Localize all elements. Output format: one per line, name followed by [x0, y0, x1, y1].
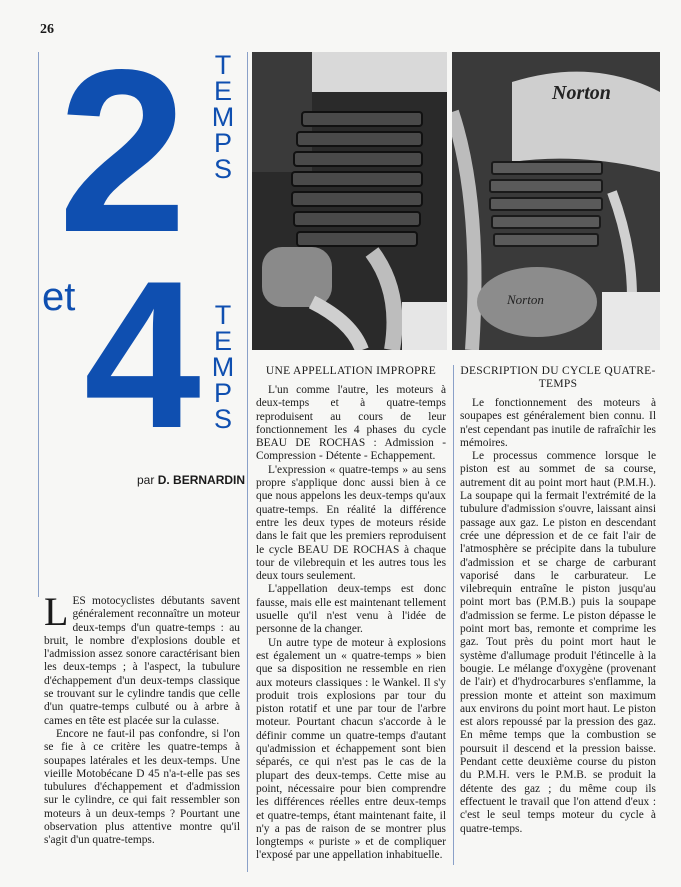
letter: P	[213, 378, 232, 408]
title-temps-lower	[208, 302, 238, 432]
title-connector: et	[42, 275, 76, 319]
intro-column	[44, 589, 240, 848]
section-appellation	[256, 365, 446, 863]
letter: E	[213, 76, 232, 106]
norton-case-text: Norton	[507, 292, 544, 307]
title-numeral-four: 4	[84, 237, 201, 472]
letter: P	[213, 128, 232, 158]
section-heading: UNE APPELLATION IMPROPRE	[265, 365, 437, 377]
paragraph: Un autre type de moteur à explosions est également un « quatre-temps » bien que sa disposition ne ressemble en rien aux moteurs classiques : le Wankel. Il s'y produit trois explosions par tour du piston rotatif et une par tour de l'arbre moteur. Pourtant chacun s'accorde à le définir comme un quatre-temps d'autant qu'admission et échappement sont bien séparés, ce qui n'est pas le cas de la plupart des deux-temps. Cette mise au point, nécessaire pour bien comprendre les différences réelles entre deux-temps et quatre-temps, étant maintenant faite, il n'y a pas de raison de se montrer plus longtemps « puriste » et de compliquer l'exposé par une appellation inhabituelle.	[256, 636, 446, 862]
byline	[137, 473, 245, 487]
letter: E	[213, 326, 232, 356]
letter: M	[211, 352, 235, 382]
title-temps-upper	[208, 52, 238, 182]
section-description	[460, 365, 656, 836]
left-margin-rule	[38, 52, 39, 597]
letter: T	[214, 300, 232, 330]
intro-text-1: ES motocyclistes débutants savent généralement reconnaître un moteur deux-temps d'un quatre-temps : au bruit, le nombre d'explosions double et l'admission assez sonore caractérisant bien les deux-temps ; à l'aspect, la tubulure d'échappement d'un deux-temps classique se trouvant sur le cylindre tandis que celle d'un quatre-temps culbuté ou à arbre à cames en tête est placée sur la culasse.	[44, 595, 240, 727]
intro-paragraph-1	[44, 589, 240, 728]
title-numeral-two: 2	[58, 22, 184, 281]
section-heading: DESCRIPTION DU CYCLE QUATRE-TEMPS	[460, 365, 656, 390]
letter: M	[211, 102, 235, 132]
paragraph: L'expression « quatre-temps » au sens propre s'applique donc aussi bien à ce que nous appelons les deux-temps qu'aux quatre-temps. En réalité la différence entre les deux types de moteurs réside dans le fait que les premiers reproduisent le cycle BEAU DE ROCHAS à chaque tour de vilebrequin et les autres tous les deux tours seulement.	[256, 463, 446, 583]
norton-logo-text: Norton	[552, 82, 611, 104]
drop-cap: L	[44, 589, 69, 634]
norton-engine-photo	[452, 52, 660, 350]
engine-cylinder-illustration	[252, 52, 447, 350]
paragraph: L'appellation deux-temps est donc fausse, mais elle est maintenant tellement usuelle qu'il n'est venu à l'idée de personne de la changer.	[256, 583, 446, 636]
column-rule-1	[247, 52, 248, 872]
author-name: D. BERNARDIN	[157, 473, 246, 487]
letter: S	[213, 154, 232, 184]
intro-paragraph-2: Encore ne faut-il pas confondre, si l'on se fie à ce critère les quatre-temps à soupapes latérales et les deux-temps. Une vieille Motobécane D 45 n'a-t-elle pas ses tubulures d'échappement et d'admission sur le cylindre, ce qui fait ressembler son moteurs à un deux-temps ? Pourtant une observation plus attentive montre qu'il s'agit d'un quatre-temps.	[44, 727, 240, 847]
column-rule-2	[453, 365, 454, 865]
paragraph: Le fonctionnement des moteurs à soupapes est généralement bien connu. Il n'est cependant pas inutile de rafraîchir les mémoires.	[460, 397, 656, 449]
page-number: 26	[40, 22, 54, 37]
paragraph: Le processus commence lorsque le piston est au sommet de sa course, autrement dit au point mort haut (P.M.H.). La soupape qui la fermait l'extrémité de la tubulure d'admission s'ouvre, laissant ainsi passage aux gaz. Le piston en descendant crée une dépression et de ce fait l'air de l'atmosphère se précipite dans la tubulure d'admission et se charge de carburant vaporisé dans le carburateur. Le vilebrequin entraîne le piston jusqu'au point mort bas (P.M.B.) puis la soupape d'admission se ferme. Le piston dépasse le point mort bas, remonte et comprime les gaz. Tout près du point mort haut le système d'allumage produit l'étincelle à la bougie. Le mélange d'oxygène (provenant de l'air) et d'hydrocarbures s'enflamme, la pression monte et atteint son maximum aux environs du point mort haut. Le piston est alors repoussé par la pression des gaz. En même temps que la combustion se poursuit il descend et la pression baisse. Pendant cette deuxième course du piston du P.M.H. vers le P.M.B. se produit la détente des gaz ; du même coup ils effectuent le travail que l'on attend d'eux : c'est le seul temps moteur du cycle à quatre-temps.	[460, 450, 656, 835]
byline-prefix: par	[137, 473, 155, 487]
paragraph: L'un comme l'autre, les moteurs à deux-temps et à quatre-temps reproduisent au cours de leur fonctionnement les 4 phases du cycle BEAU DE ROCHAS : Admission - Compression - Détente - Echappement.	[256, 384, 446, 463]
letter: S	[213, 404, 232, 434]
letter: T	[214, 50, 232, 80]
two-stroke-engine-photo	[252, 52, 447, 350]
